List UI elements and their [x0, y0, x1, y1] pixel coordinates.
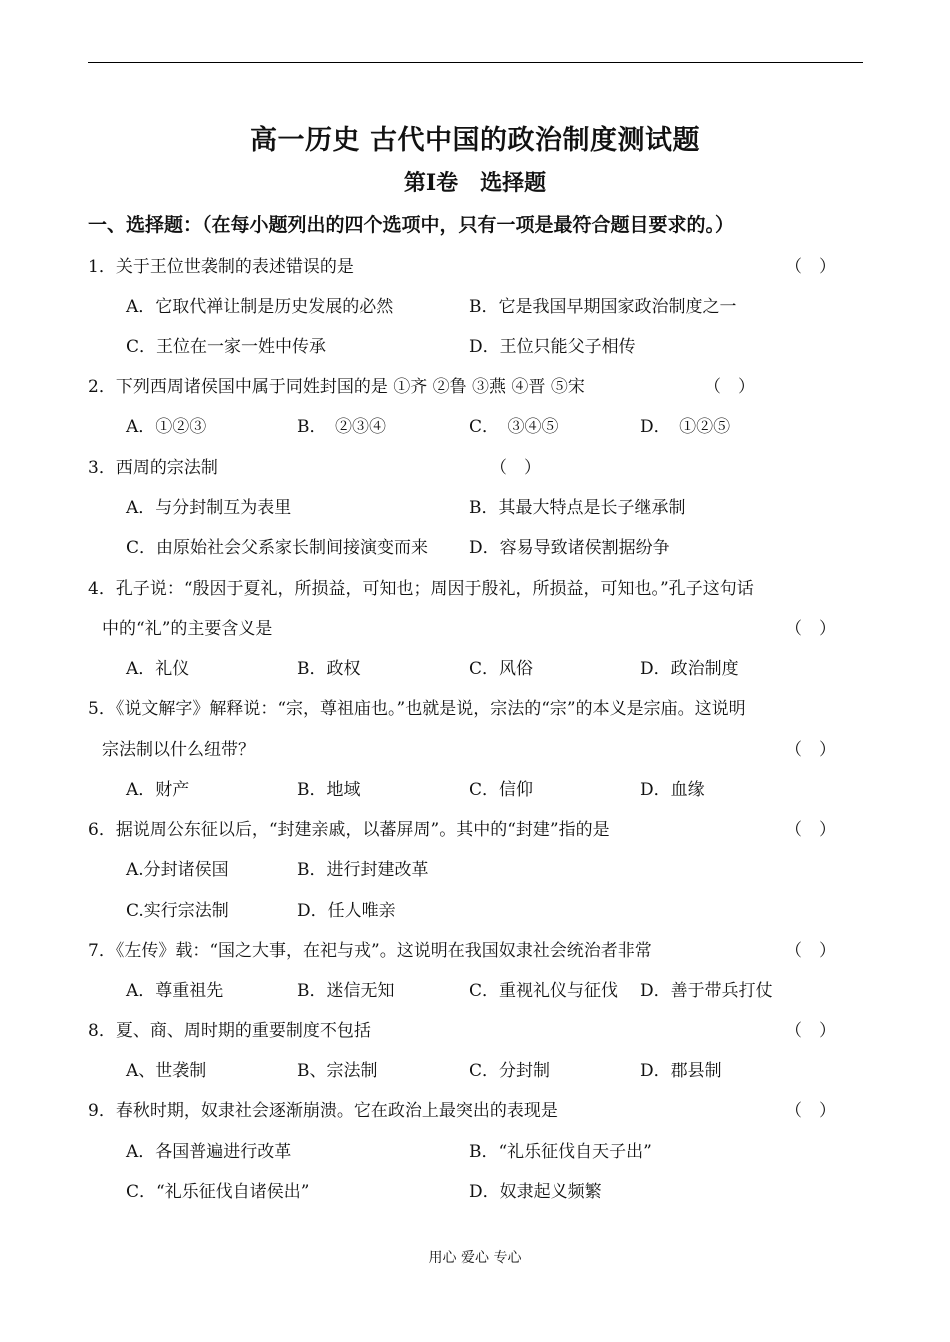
- question-3-answer-blank: （ ）: [490, 458, 541, 478]
- question-1-option-c: C．王位在一家一姓中传承: [126, 337, 327, 357]
- question-9-option-a: A．各国普遍进行改革: [126, 1142, 292, 1162]
- question-5-option-d: D．血缘: [640, 780, 705, 800]
- question-3-stem: 3．西周的宗法制: [88, 458, 218, 478]
- question-4-stem: 4．孔子说：“殷因于夏礼，所损益，可知也；周因于殷礼，所损益，可知也。”孔子这句话: [88, 579, 754, 599]
- question-1-option-a: A．它取代禅让制是历史发展的必然: [126, 297, 394, 317]
- question-5-option-b: B．地域: [297, 780, 361, 800]
- question-2-option-a: A．①②③: [126, 417, 207, 437]
- question-9-option-b: B．“礼乐征伐自天子出”: [469, 1142, 652, 1162]
- question-2-option-c: C． ③④⑤: [469, 417, 559, 437]
- question-2-answer-blank: （ ）: [704, 377, 755, 397]
- question-4-answer-blank: （ ）: [785, 619, 836, 639]
- question-7-stem: 7．《左传》载：“国之大事，在祀与戎”。这说明在我国奴隶社会统治者非常: [88, 941, 652, 961]
- header-rule: [88, 62, 863, 63]
- question-3-option-a: A．与分封制互为表里: [126, 498, 292, 518]
- question-3-option-c: C．由原始社会父系家长制间接演变而来: [126, 538, 429, 558]
- question-5-stem-continued: 宗法制以什么纽带？: [102, 740, 255, 760]
- question-6-stem: 6．据说周公东征以后，“封建亲戚，以蕃屏周”。其中的“封建”指的是: [88, 820, 610, 840]
- question-4-option-d: D．政治制度: [640, 659, 739, 679]
- question-1-answer-blank: （ ）: [785, 257, 836, 277]
- question-6-option-c: C.实行宗法制: [126, 901, 229, 921]
- question-5-option-a: A．财产: [126, 780, 190, 800]
- question-7-option-c: C．重视礼仪与征伐: [469, 981, 619, 1001]
- question-8-option-d: D．郡县制: [640, 1061, 722, 1081]
- question-4-option-a: A．礼仪: [126, 659, 190, 679]
- question-6-option-b: B．进行封建改革: [297, 860, 429, 880]
- question-9-stem: 9．春秋时期，奴隶社会逐渐崩溃。它在政治上最突出的表现是: [88, 1101, 558, 1121]
- question-8-stem: 8．夏、商、周时期的重要制度不包括: [88, 1021, 371, 1041]
- question-4-stem-continued: 中的“礼”的主要含义是: [102, 619, 273, 639]
- question-9-option-d: D．奴隶起义频繁: [469, 1182, 602, 1202]
- question-7-answer-blank: （ ）: [785, 941, 836, 961]
- question-5-answer-blank: （ ）: [785, 740, 836, 760]
- question-6-option-a: A.分封诸侯国: [126, 860, 229, 880]
- question-8-option-c: C．分封制: [469, 1061, 551, 1081]
- question-7-option-a: A．尊重祖先: [126, 981, 224, 1001]
- question-2-option-b: B． ②③④: [297, 417, 386, 437]
- question-6-answer-blank: （ ）: [785, 820, 836, 840]
- question-5-option-c: C．信仰: [469, 780, 534, 800]
- question-9-option-c: C．“礼乐征伐自诸侯出”: [126, 1182, 310, 1202]
- section-heading: 一、选择题：（在每小题列出的四个选项中，只有一项是最符合题目要求的。）: [88, 214, 735, 236]
- question-4-option-b: B．政权: [297, 659, 361, 679]
- question-8-option-a: A、世袭制: [126, 1061, 207, 1081]
- page-title: 高一历史 古代中国的政治制度测试题: [250, 125, 700, 156]
- question-7-option-d: D．善于带兵打仗: [640, 981, 773, 1001]
- question-6-option-d: D．任人唯亲: [297, 901, 396, 921]
- question-2-stem: 2．下列西周诸侯国中属于同姓封国的是 ①齐 ②鲁 ③燕 ④晋 ⑤宋: [88, 377, 585, 397]
- page-subtitle: 第Ⅰ卷 选择题: [403, 170, 547, 196]
- question-1-stem: 1．关于王位世袭制的表述错误的是: [88, 257, 354, 277]
- question-5-stem: 5．《说文解字》解释说：“宗，尊祖庙也。”也就是说，宗法的“宗”的本义是宗庙。这说明: [88, 699, 746, 719]
- question-4-option-c: C．风俗: [469, 659, 534, 679]
- question-8-answer-blank: （ ）: [785, 1021, 836, 1041]
- question-7-option-b: B．迷信无知: [297, 981, 395, 1001]
- question-8-option-b: B、宗法制: [297, 1061, 378, 1081]
- question-2-option-d: D． ①②⑤: [640, 417, 731, 437]
- question-3-option-d: D．容易导致诸侯割据纷争: [469, 538, 670, 558]
- question-1-option-b: B．它是我国早期国家政治制度之一: [469, 297, 737, 317]
- question-1-option-d: D．王位只能父子相传: [469, 337, 636, 357]
- question-9-answer-blank: （ ）: [785, 1101, 836, 1121]
- question-3-option-b: B．其最大特点是长子继承制: [469, 498, 686, 518]
- page-footer: 用心 爱心 专心: [428, 1250, 522, 1266]
